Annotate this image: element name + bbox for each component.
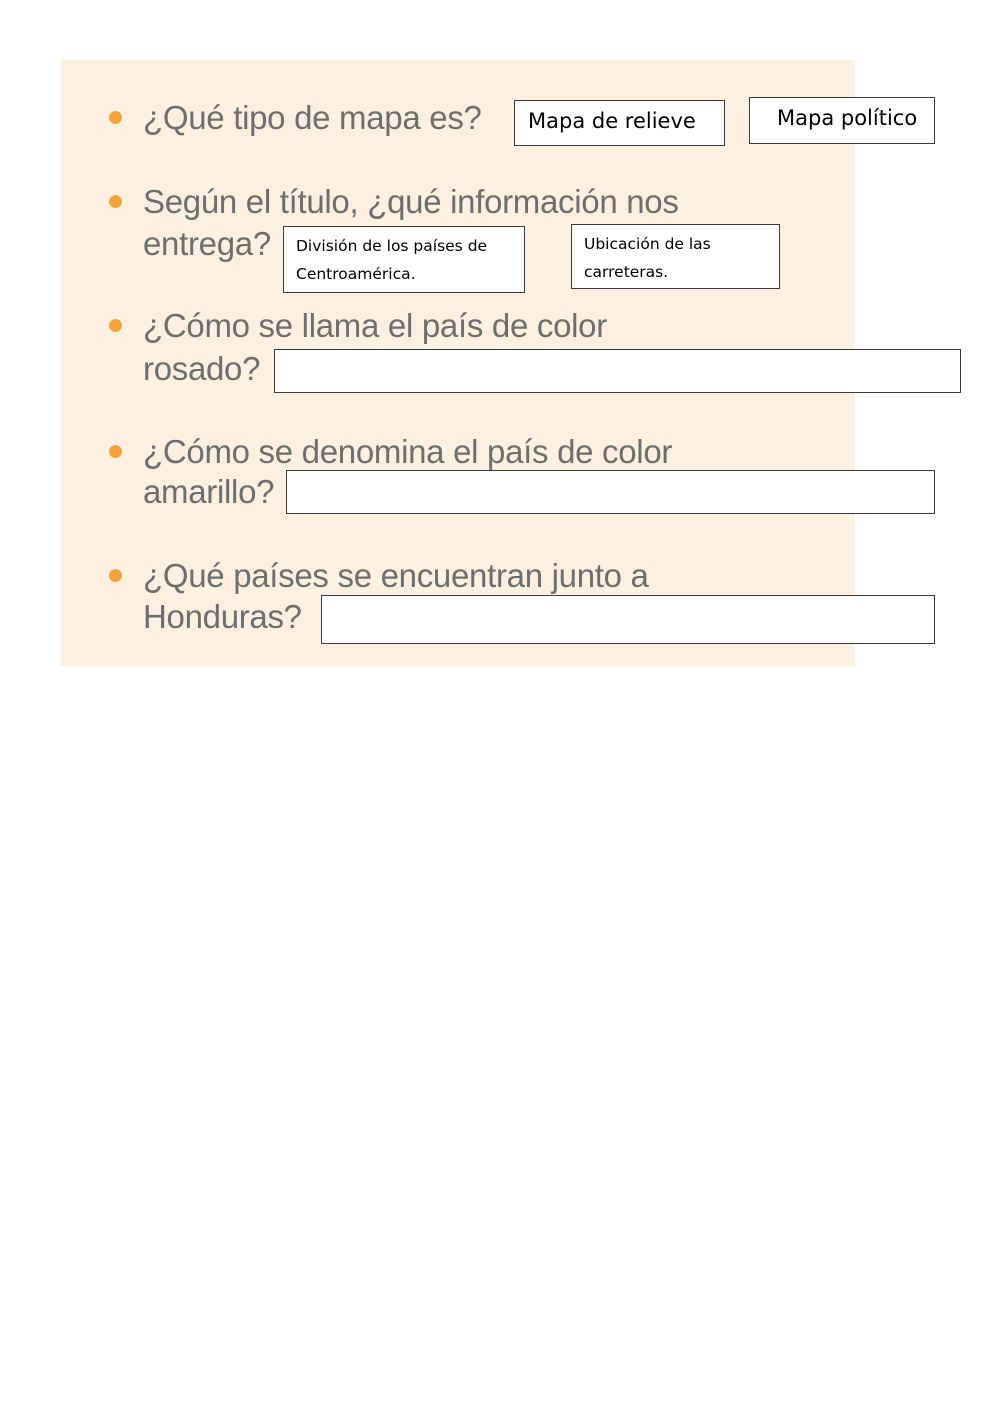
bullet-icon [109, 569, 122, 582]
option-division-paises[interactable]: División de los países de Centroamérica. [283, 226, 525, 293]
question-2-line-2: entrega? [143, 225, 271, 262]
question-5-line-1: ¿Qué países se encuentran junto a [143, 557, 649, 594]
option-mapa-politico[interactable]: Mapa político [749, 97, 935, 144]
question-2-line-1: Según el título, ¿qué información nos [143, 183, 679, 220]
option-mapa-de-relieve[interactable]: Mapa de relieve [514, 100, 725, 146]
answer-field-amarillo[interactable] [286, 470, 935, 514]
option-ubicacion-carreteras[interactable]: Ubicación de las carreteras. [571, 224, 780, 289]
answer-field-rosado[interactable] [274, 349, 961, 393]
question-3-line-2: rosado? [143, 350, 261, 387]
bullet-icon [109, 319, 122, 332]
question-4-line-2: amarillo? [143, 473, 275, 510]
question-1-line-1: ¿Qué tipo de mapa es? [143, 99, 482, 136]
bullet-icon [109, 445, 122, 458]
question-5-line-2: Honduras? [143, 598, 302, 635]
bullet-icon [109, 111, 122, 124]
question-4-line-1: ¿Cómo se denomina el país de color [143, 433, 673, 470]
answer-field-honduras[interactable] [321, 595, 935, 644]
question-3-line-1: ¿Cómo se llama el país de color [143, 307, 607, 344]
bullet-icon [109, 195, 122, 208]
